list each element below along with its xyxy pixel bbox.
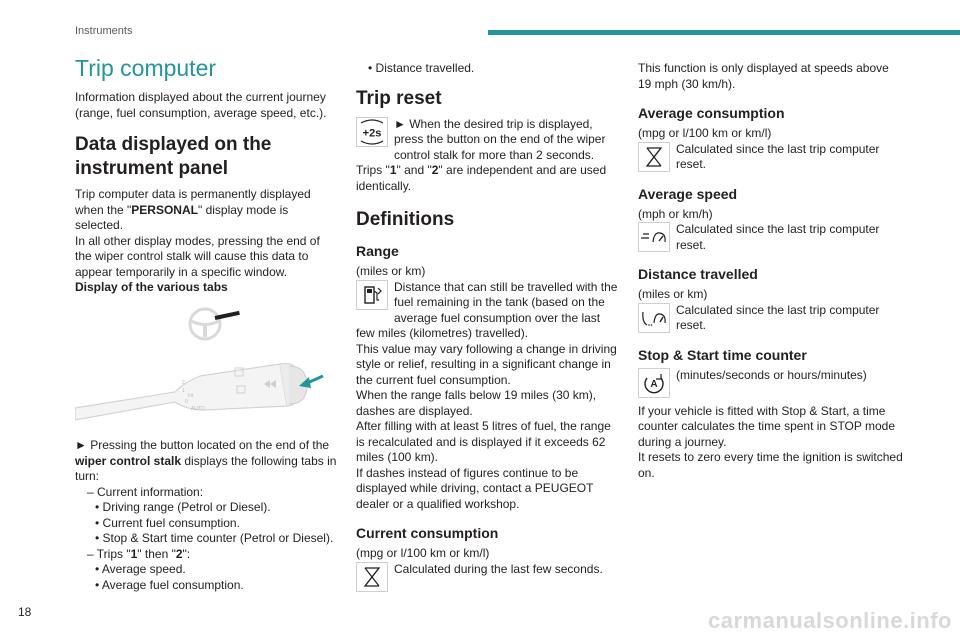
current-info-label: – Current information: — [87, 484, 204, 499]
distance-travelled-text: Calculated since the last trip computer reset. — [676, 302, 880, 332]
range-dealer-text: If dashes instead of figures continue to be displayed while driving, contact a PEUGEOT dealer or a qualified workshop. — [356, 465, 594, 511]
list-item: • Driving range (Petrol or Diesel). — [95, 500, 271, 514]
page-number: 18 — [18, 605, 32, 619]
average-speed-units: (mph or km/h) — [638, 206, 713, 221]
list-item: • Distance travelled. — [368, 61, 475, 75]
trip-reset-text: ► When the desired trip is displayed, press the button on the end of the wiper control stalk for more than 2 seconds. — [394, 116, 606, 162]
personal-mode-paragraph: Trip computer data is permanently displayed when the "PERSONAL" display mode is selected. — [75, 187, 311, 232]
other-modes-paragraph: In all other display modes, pressing the end of the wiper control stalk will cause this data to appear temporarily in a specific window. — [75, 233, 320, 279]
svg-text:+2s: +2s — [362, 127, 382, 139]
distance-travelled-heading: Distance travelled — [638, 266, 758, 282]
distance-travelled-block — [638, 303, 904, 334]
list-item: • Average fuel consumption. — [95, 577, 244, 592]
trips-independent-text: Trips "1" and "2" are independent and are used identically. — [356, 163, 607, 193]
range-heading: Range — [356, 243, 399, 259]
running-header: Instruments — [75, 25, 133, 37]
list-item: • Current fuel consumption. — [95, 515, 240, 530]
range-units: (miles or km) — [356, 264, 426, 278]
average-speed-text: Calculated since the last trip computer reset. — [676, 222, 880, 252]
column-1 — [75, 55, 337, 593]
tabs-label: Display of the various tabs — [75, 280, 228, 294]
fuel-consumption-icon — [638, 142, 670, 172]
current-consumption-block — [356, 562, 622, 592]
svg-text:2: 2 — [182, 379, 185, 386]
svg-text:1: 1 — [182, 387, 185, 394]
average-speed-heading: Average speed — [638, 185, 738, 202]
trip-reset-heading: Trip reset — [356, 87, 442, 109]
stop-start-icon — [638, 368, 670, 398]
svg-text:Int: Int — [188, 392, 194, 399]
distance-travelled-units: (miles or km) — [638, 287, 708, 301]
hold-2s-icon — [356, 117, 388, 147]
intro-text: Information displayed about the current journey (range, fuel consumption, average speed, etc.). — [75, 90, 327, 120]
column-3 — [638, 55, 904, 481]
range-dashes-text: When the range falls below 19 miles (30 km), dashes are displayed. — [356, 388, 597, 418]
stop-start-block — [638, 368, 904, 398]
press-instruction: ► Pressing the button located on the end of the wiper control stalk displays the following tabs in turn: — [75, 438, 337, 483]
average-consumption-text: Calculated since the last trip computer reset. — [676, 141, 880, 171]
average-consumption-block — [638, 142, 904, 173]
speed-note: This function is only displayed at speeds above 19 mph (30 km/h). — [638, 61, 889, 91]
average-consumption-units: (mpg or l/100 km or km/l) — [638, 126, 772, 140]
column-2 — [356, 55, 622, 592]
stalk-icon — [75, 363, 307, 420]
data-displayed-heading: Data displayed on the instrument panel — [75, 134, 272, 179]
current-consumption-heading: Current consumption — [356, 525, 499, 541]
wiper-stalk-illustration — [75, 306, 337, 426]
watermark: carmanualsonline.info — [708, 608, 952, 633]
definitions-heading: Definitions — [356, 209, 455, 230]
trips-label: – Trips "1" then "2": — [87, 546, 191, 561]
stop-start-text: If your vehicle is fitted with Stop & Start, a time counter calculates the time spent in STOP mode during a journey. — [638, 403, 896, 449]
trip-reset-block — [356, 117, 622, 164]
range-text: Distance that can still be travelled with the fuel remaining in the tank (based on the average fuel consumption over the last few miles (kilometres) travelled). — [356, 279, 618, 340]
stop-start-reset-text: It resets to zero every time the ignition is switched on. — [638, 450, 903, 480]
svg-text:AUTO: AUTO — [191, 405, 205, 412]
header-accent-bar — [488, 30, 960, 35]
svg-text:0: 0 — [185, 398, 188, 405]
stop-start-heading: Stop & Start time counter — [638, 346, 807, 363]
list-item: • Average speed. — [95, 562, 186, 576]
range-block — [356, 280, 622, 342]
distance-icon — [638, 303, 670, 333]
average-consumption-heading: Average consumption — [638, 105, 785, 121]
fuel-consumption-icon — [356, 562, 388, 592]
fuel-pump-range-icon — [356, 280, 388, 310]
range-refill-text: After filling with at least 5 litres of fuel, the range is recalculated and is displayed if it exceeds 62 miles (100 km). — [356, 419, 611, 464]
stop-start-units: (minutes/seconds or hours/minutes) — [676, 367, 867, 382]
current-consumption-units: (mpg or l/100 km or km/l) — [356, 546, 490, 560]
list-item: • Stop & Start time counter (Petrol or Diesel). — [95, 531, 334, 545]
steering-wheel-icon — [190, 309, 240, 339]
svg-text:A: A — [650, 378, 658, 390]
range-variation-text: This value may vary following a change in driving style or relief, resulting in a significant change in the current fuel consumption. — [356, 341, 617, 387]
current-consumption-text: Calculated during the last few seconds. — [394, 561, 603, 576]
average-speed-block — [638, 222, 904, 253]
speedometer-icon — [638, 222, 670, 252]
page-title: Trip computer — [75, 55, 217, 81]
